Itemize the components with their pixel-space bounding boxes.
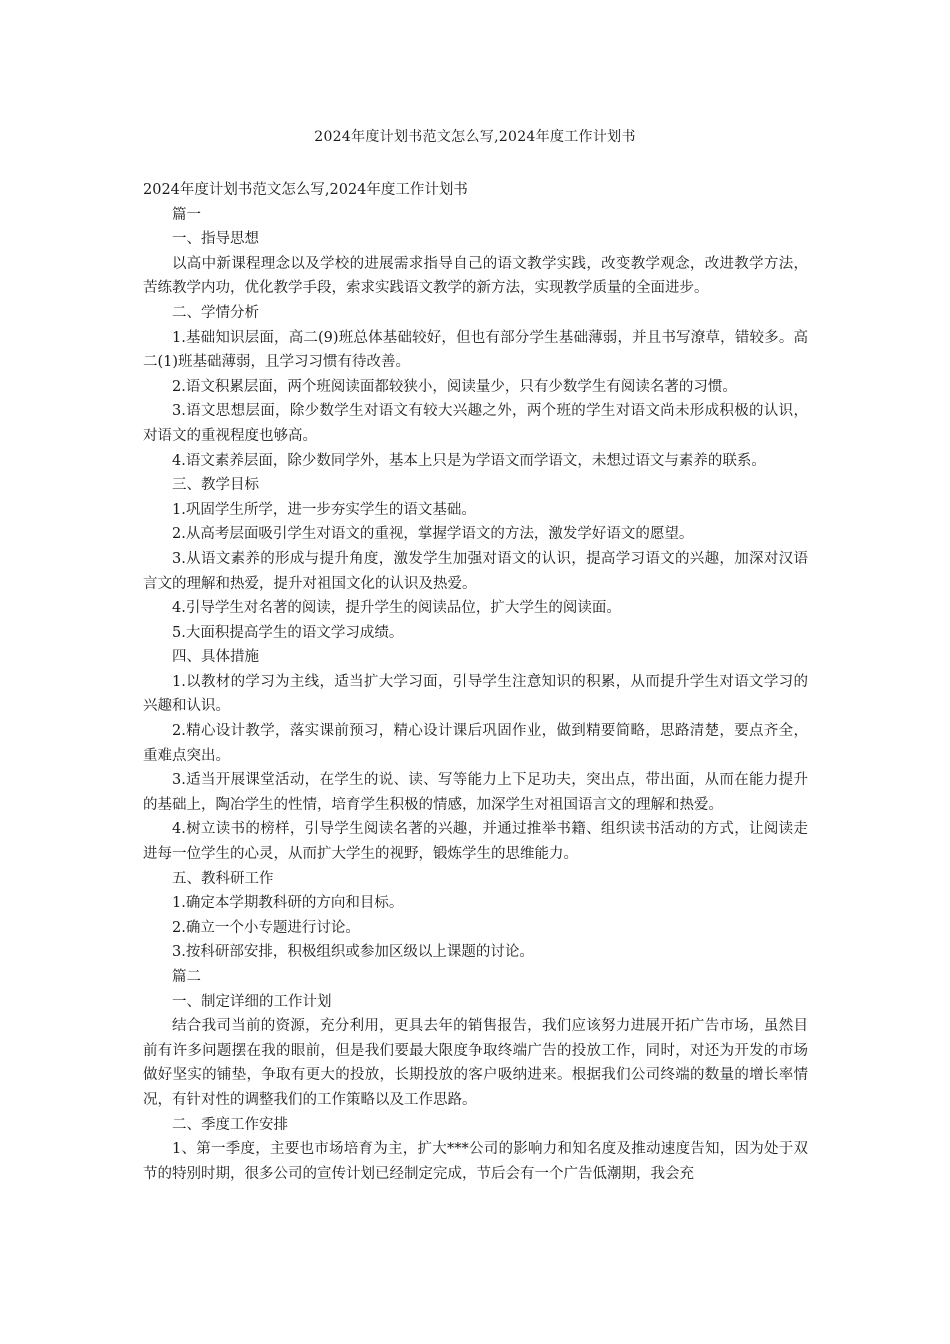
section-heading: 篇二 — [172, 969, 201, 985]
section-heading: 五、教科研工作 — [172, 870, 274, 887]
paragraph: 2.精心设计教学，落实课前预习，精心设计课后巩固作业，做到精要简略，思路清楚，要点齐全，重难点突出。 — [143, 723, 808, 764]
paragraph: 3.从语文素养的形成与提升角度，激发学生加强对语文的认识，提高学习语文的兴趣，加深对汉语言文的理解和热爱，提升对祖国文化的认识及热爱。 — [143, 550, 808, 592]
paragraph: 3.适当开展课堂活动，在学生的说、读、写等能力上下足功夫，突出点，带出面，从而在能力提升的基础上，陶冶学生的性情，培育学生积极的情感，加深学生对祖国语言文的理解和热爱。 — [143, 772, 808, 813]
section-heading: 三、教学目标 — [172, 477, 259, 494]
section-heading: 四、具体措施 — [172, 649, 259, 666]
paragraph: 3.语文思想层面，除少数学生对语文有较大兴趣之外，两个班的学生对语文尚未形成积极的认识，对语文的重视程度也够高。 — [143, 403, 808, 444]
document-subtitle: 2024年度计划书范文怎么写,2024年度工作计划书 — [143, 182, 468, 198]
paragraph: 1.确定本学期教科研的方向和目标。 — [172, 895, 404, 912]
section-heading: 一、制定详细的工作计划 — [172, 993, 332, 1010]
paragraph: 以高中新课程理念以及学校的进展需求指导自己的语文教学实践，改变教学观念，改进教学方法，苦练教学内功，优化教学手段，索求实践语文教学的新方法，实现教学质量的全面进步。 — [143, 255, 808, 297]
paragraph: 5.大面积提高学生的语文学习成绩。 — [172, 624, 404, 641]
paragraph: 结合我司当前的资源，充分利用，更具去年的销售报告，我们应该努力进展开拓广告市场，虽然目前有许多问题摆在我的眼前，但是我们要最大限度争取终端广告的投放工作，同时，对还为开发的市场做好坚实的铺垫，争取有更大的投放，长期投放的客户吸纳进来。根据我们公司终端的数量的增长率情况，有针对性的调整我们的工作策略以及工作思路。 — [143, 1018, 808, 1108]
paragraph: 4.引导学生对名著的阅读，提升学生的阅读品位，扩大学生的阅读面。 — [172, 600, 621, 617]
paragraph: 2.从高考层面吸引学生对语文的重视，掌握学语文的方法，激发学好语文的愿望。 — [172, 526, 694, 543]
paragraph: 1.巩固学生所学，进一步夯实学生的语文基础。 — [172, 501, 476, 518]
paragraph: 4.语文素养层面，除少数同学外，基本上只是为学语文而学语文，未想过语文与素养的联系。 — [172, 452, 766, 469]
paragraph: 1.基础知识层面，高二(9)班总体基础较好，但也有部分学生基础薄弱，并且书写潦草，错较多。高二(1)班基础薄弱，且学习习惯有待改善。 — [143, 329, 808, 371]
paragraph: 1.以教材的学习为主线，适当扩大学习面，引导学生注意知识的积累，从而提升学生对语文学习的兴趣和认识。 — [143, 673, 808, 715]
section-heading: 篇一 — [172, 206, 201, 223]
paragraph: 4.树立读书的榜样，引导学生阅读名著的兴趣，并通过推举书籍、组织读书活动的方式，让阅读走进每一位学生的心灵，从而扩大学生的视野，锻炼学生的思维能力。 — [143, 821, 808, 863]
document-body — [143, 178, 808, 1186]
section-heading: 二、学情分析 — [172, 304, 259, 321]
paragraph: 1、第一季度，主要也市场培育为主，扩大***公司的影响力和知名度及推动速度告知，因为处于双节的特别时期，很多公司的宣传计划已经制定完成，节后会有一个广告低潮期，我会充 — [143, 1141, 808, 1182]
section-heading: 二、季度工作安排 — [172, 1116, 288, 1133]
paragraph: 2.确立一个小专题进行讨论。 — [172, 919, 360, 936]
document-title: 2024年度计划书范文怎么写,2024年度工作计划书 — [314, 129, 636, 145]
paragraph: 2.语文积累层面，两个班阅读面都较狭小，阅读量少，只有少数学生有阅读名著的习惯。 — [172, 378, 737, 395]
section-heading: 一、指导思想 — [172, 231, 259, 248]
paragraph: 3.按科研部安排，积极组织或参加区级以上课题的讨论。 — [172, 944, 534, 961]
